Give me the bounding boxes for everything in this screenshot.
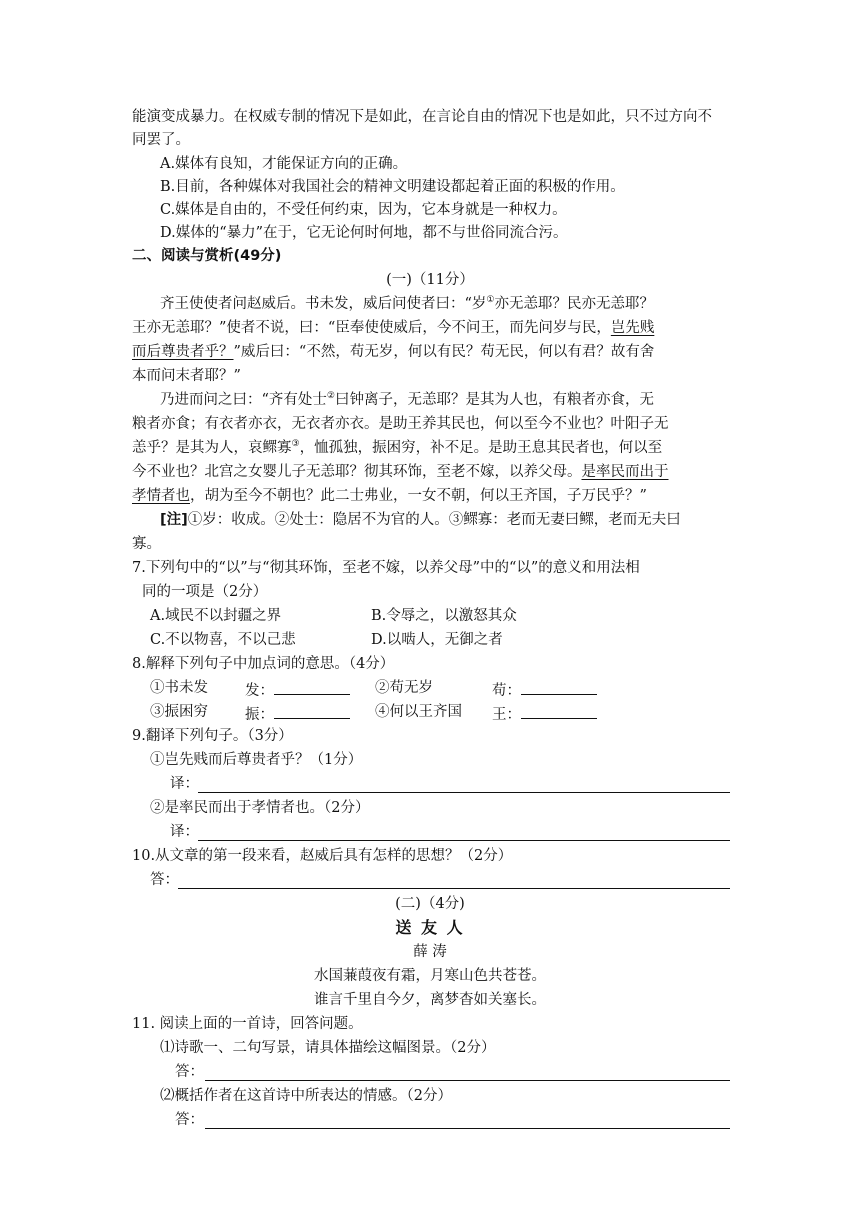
underlined-sentence: 孝情者也: [132, 488, 190, 504]
poem-author: 薛 涛: [413, 944, 447, 960]
passage-p1-line-4: 本而问末者耶？”: [132, 368, 241, 384]
q7-option-a: A.域民不以封疆之界: [150, 608, 282, 624]
q10-stem: 10.从文章的第一段来看，赵威后具有怎样的思想？（2分）: [132, 848, 513, 864]
passage-text: 曰钟离子，无恙耶？是其为人也，有粮者亦食，无: [335, 392, 654, 408]
q8-word-label: 王：: [492, 707, 521, 723]
intro-option-b: B.目前，各种媒体对我国社会的精神文明建设都起着正面的积极的作用。: [160, 179, 625, 195]
passage-p2-line-2: 粮者亦食；有衣者亦衣，无衣者亦衣。是助王养其民也，何以至今不业也？叶阳子无: [132, 416, 669, 432]
passage-p2-line-5: [132, 486, 647, 506]
q8-item-4: ④何以王齐国: [375, 704, 462, 720]
q11-stem: 11. 阅读上面的一首诗，回答问题。: [132, 1016, 363, 1032]
q7-option-b: B.令辱之，以激怒其众: [371, 608, 517, 624]
note-label: [注]: [160, 512, 188, 528]
q8-stem: 8.解释下列句子中加点词的意思。（4分）: [132, 656, 395, 672]
q8-item-3-word: [245, 702, 350, 725]
poem-line-1: 水国蒹葭夜有霜，月寒山色共苍苍。: [314, 968, 546, 984]
footnote-marker-2: ②: [326, 391, 335, 402]
passage-text: 乃进而问之曰：“齐有处士: [160, 392, 327, 408]
q7-option-c: C.不以物喜，不以己悲: [150, 632, 296, 648]
passage-note-cont: 寡。: [132, 536, 161, 552]
answer-blank[interactable]: [274, 678, 350, 695]
q8-item-2-word: [492, 678, 597, 701]
passage-p2-line-1: [160, 390, 654, 410]
answer-blank[interactable]: [521, 678, 597, 695]
passage-p1-line-1: [160, 294, 654, 314]
part2-heading: (二)（4分): [395, 896, 465, 912]
q8-item-4-word: [492, 702, 597, 725]
answer-blank[interactable]: [274, 702, 350, 719]
q11-sub-1: ⑴诗歌一、二句写景，请具体描绘这幅图景。（2分）: [160, 1040, 496, 1056]
intro-option-a: A.媒体有良知，才能保证方向的正确。: [160, 156, 408, 172]
answer-line[interactable]: [198, 840, 730, 841]
part1-heading: (一)（11分）: [386, 272, 474, 288]
q9-sentence-1: ①岂先贱而后尊贵者乎？（1分）: [150, 752, 363, 768]
underlined-sentence: 岂先贱: [610, 320, 655, 336]
passage-note: [160, 510, 681, 530]
q9-sentence-2: ②是率民而出于孝情者也。（2分）: [150, 800, 370, 816]
passage-text: ，恤孤独，振困穷，补不足。是助王息其民者也，何以至: [299, 440, 663, 456]
q8-item-3: ③振困穷: [150, 704, 208, 720]
q9-yi-label-1: 译：: [170, 776, 199, 792]
poem-line-2: 谁言千里自今夕，离梦杳如关塞长。: [314, 992, 546, 1008]
passage-p2-line-3: [132, 438, 662, 458]
intro-option-d: D.媒体的“暴力”在于，它无论何时何地，都不与世俗同流合污。: [160, 225, 568, 241]
passage-p1-line-2: [132, 318, 654, 338]
q8-word-label: 发：: [245, 683, 274, 699]
q8-item-2: ②苟无岁: [375, 680, 433, 696]
intro-line-2: 同罢了。: [132, 132, 190, 148]
passage-p1-line-3: [132, 342, 654, 362]
q9-yi-label-2: 译：: [170, 824, 199, 840]
section-heading: 二、阅读与赏析(49分): [132, 248, 282, 264]
passage-p2-line-4: [132, 462, 669, 482]
q8-item-1-word: [245, 678, 350, 701]
q7-stem-1: 7.下列句中的“以”与“彻其环饰，至老不嫁，以养父母”中的“以”的意义和用法相: [132, 560, 640, 576]
passage-text: ，胡为至今不朝也？此二士弗业，一女不朝，何以王齐国，子万民乎？”: [190, 488, 647, 504]
q11-sub-2: ⑵概括作者在这首诗中所表达的情感。（2分）: [160, 1088, 452, 1104]
q11-da-label-1: 答：: [175, 1064, 204, 1080]
passage-text: 恙乎？是其为人，哀鳏寡: [132, 440, 292, 456]
note-text: ①岁：收成。②处士：隐居不为官的人。③鳏寡：老而无妻曰鳏，老而无夫曰: [187, 512, 681, 528]
answer-line[interactable]: [205, 1128, 730, 1129]
q8-item-1: ①书未发: [150, 680, 208, 696]
q7-option-d: D.以啮人，无御之者: [371, 632, 503, 648]
underlined-sentence: 是率民而出于: [581, 464, 669, 480]
passage-text: ”威后曰：“不然，苟无岁，何以有民？苟无民，何以有君？故有舍: [233, 344, 655, 360]
intro-option-c: C.媒体是自由的，不受任何约束，因为，它本身就是一种权力。: [160, 202, 567, 218]
footnote-marker-3: ③: [291, 439, 300, 450]
q9-stem: 9.翻译下列句子。（3分）: [132, 728, 293, 744]
answer-line[interactable]: [198, 792, 730, 793]
passage-text: 今不业也？北宫之女婴儿子无恙耶？彻其环饰，至老不嫁，以养父母。: [132, 464, 582, 480]
q8-word-label: 振：: [245, 707, 274, 723]
answer-blank[interactable]: [521, 702, 597, 719]
footnote-marker-1: ①: [486, 295, 495, 306]
answer-line[interactable]: [178, 888, 730, 889]
q11-da-label-2: 答：: [175, 1112, 204, 1128]
q10-da-label: 答：: [150, 872, 179, 888]
passage-text: 王亦无恙耶？”使者不说，曰：“臣奉使使威后，今不问王，而先问岁与民，: [132, 320, 611, 336]
q8-word-label: 苟：: [492, 683, 521, 699]
q7-stem-2: 同的一项是（2分）: [142, 584, 268, 600]
poem-title: 送 友 人: [395, 918, 465, 937]
intro-line-1: 能演变成暴力。在权威专制的情况下是如此，在言论自由的情况下也是如此，只不过方向不: [132, 109, 712, 125]
underlined-sentence: 而后尊贵者乎？: [132, 344, 234, 360]
passage-text: 亦无恙耶？民亦无恙耶？: [494, 296, 654, 312]
passage-text: 齐王使使者问赵威后。书未发，威后问使者曰：“岁: [160, 296, 487, 312]
answer-line[interactable]: [205, 1080, 730, 1081]
